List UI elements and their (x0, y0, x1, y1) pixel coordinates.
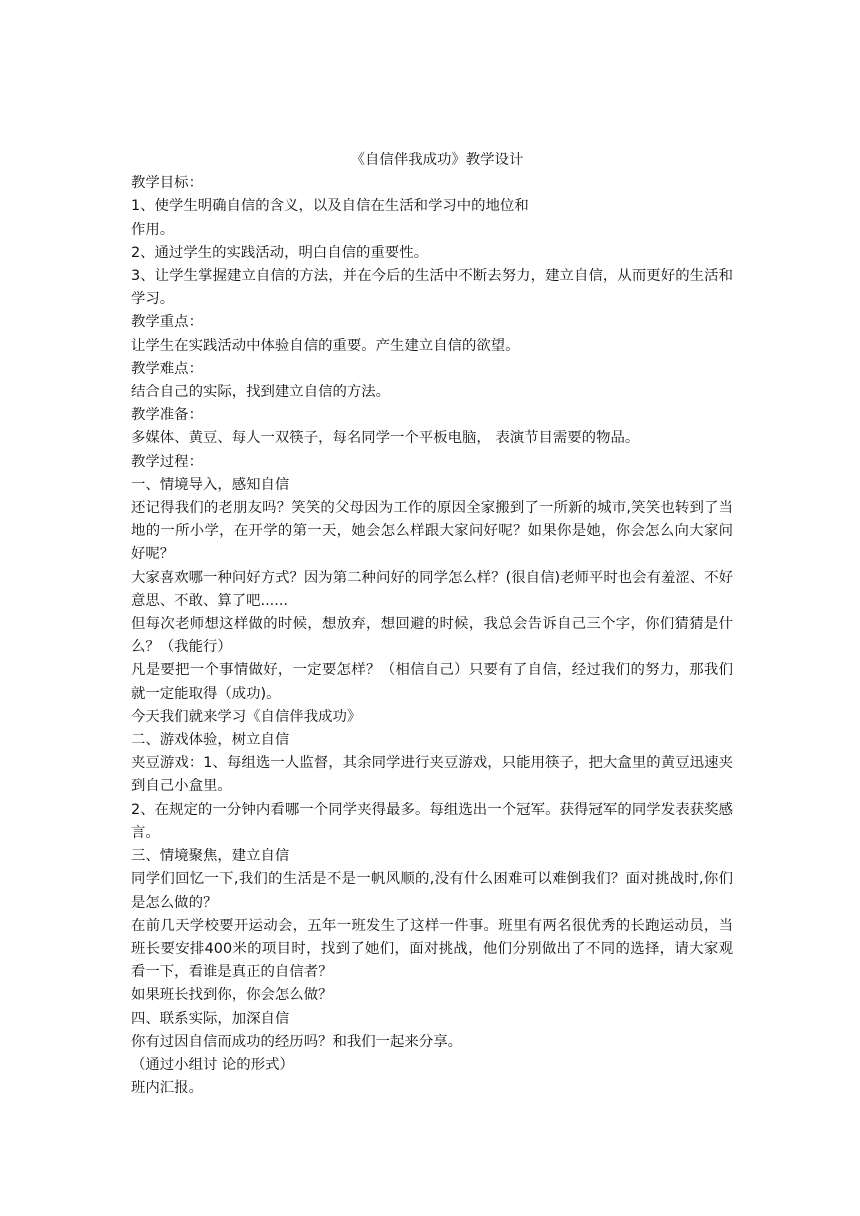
section-1-paragraph-1: 还记得我们的老朋友吗？笑笑的父母因为工作的原因全家搬到了一所新的城市,笑笑也转到了当地的一所小学，在开学的第一天，她会怎么样跟大家问好呢？如果你是她，你会怎么向大家问好呢？ (131, 500, 733, 563)
heading-difficulties: 教学难点： (131, 360, 203, 377)
document-title: 《自信伴我成功》教学设计 (350, 152, 524, 168)
document-body (131, 149, 733, 1100)
section-3-paragraph-3: 如果班长找到你，你会怎么做？ (131, 987, 333, 1004)
section-3-heading: 三、情境聚焦，建立自信 (131, 848, 290, 865)
objective-1: 1、使学生明确自信的含义，以及自信在生活和学习中的地位和 (131, 198, 529, 215)
heading-preparation: 教学准备： (131, 407, 203, 424)
heading-objectives: 教学目标： (131, 175, 203, 192)
objective-1-continued: 作用。 (131, 221, 175, 238)
section-1-paragraph-4: 凡是要把一个事情做好，一定要怎样？（相信自己）只要有了自信，经过我们的努力，那我们就一定能取得（成功)。 (131, 662, 733, 702)
section-4-paragraph-3: 班内汇报。 (131, 1080, 203, 1097)
section-4-paragraph-2: （通过小组讨 论的形式） (131, 1056, 294, 1073)
section-2-paragraph-2: 2、在规定的一分钟内看哪一个同学夹得最多。每组选出一个冠军。获得冠军的同学发表获奖感言。 (131, 801, 733, 841)
section-1-heading: 一、情境导入，感知自信 (131, 476, 290, 493)
section-3-paragraph-1: 同学们回忆一下,我们的生活是不是一帆风顺的,没有什么困难可以难倒我们？面对挑战时,你们是怎么做的？ (131, 871, 733, 911)
heading-key-points: 教学重点： (131, 314, 203, 331)
preparation-text: 多媒体、黄豆、每人一双筷子，每名同学一个平板电脑， 表演节目需要的物品。 (131, 430, 640, 447)
section-2-paragraph-1: 夹豆游戏：1、每组选一人监督，其余同学进行夹豆游戏，只能用筷子，把大盒里的黄豆迅速夹到自己小盒里。 (131, 755, 733, 795)
heading-process: 教学过程： (131, 453, 203, 470)
key-points-text: 让学生在实践活动中体验自信的重要。产生建立自信的欲望。 (131, 337, 520, 354)
section-3-paragraph-2: 在前几天学校要开运动会，五年一班发生了这样一件事。班里有两名很优秀的长跑运动员，当班长要安排400米的项目时，找到了她们，面对挑战，他们分别做出了不同的选择，请大家观看一下，看谁是真正的自信者？ (131, 917, 733, 981)
section-1-paragraph-2: 大家喜欢哪一种问好方式？因为第二种问好的同学怎么样？(很自信)老师平时也会有羞涩、不好意思、不敢、算了吧...... (131, 569, 733, 609)
difficulties-text: 结合自己的实际，找到建立自信的方法。 (131, 384, 391, 401)
section-1-paragraph-3: 但每次老师想这样做的时候，想放弃，想回避的时候，我总会告诉自己三个字，你们猜猜是什么？（我能行） (131, 616, 733, 656)
objective-2: 2、通过学生的实践活动，明白自信的重要性。 (131, 244, 428, 261)
section-1-paragraph-5: 今天我们就来学习《自信伴我成功》 (131, 708, 362, 725)
section-4-paragraph-1: 你有过因自信而成功的经历吗？和我们一起来分享。 (131, 1033, 462, 1050)
section-4-heading: 四、联系实际，加深自信 (131, 1010, 290, 1027)
objective-3: 3、让学生掌握建立自信的方法，并在今后的生活中不断去努力，建立自信，从而更好的生活和学习。 (131, 268, 733, 308)
section-2-heading: 二、游戏体验，树立自信 (131, 732, 290, 749)
